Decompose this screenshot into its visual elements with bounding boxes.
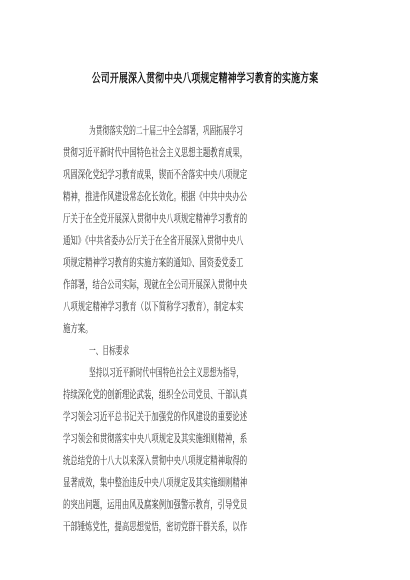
paragraph-line: 为贯彻落实党的二十届三中全会部署，巩固拓展学习 xyxy=(89,125,243,137)
section-heading: 一、目标要求 xyxy=(89,345,130,357)
paragraph-line: 厅关于在全党开展深入贯彻中央八项规定精神学习教育的 xyxy=(63,213,248,225)
paragraph-line: 学习领会习近平总书记关于加强党的作风建设的重要论述 xyxy=(63,411,248,423)
paragraph-line: 项规定精神学习教育的实施方案的通知》、国资委党委工 xyxy=(63,257,244,269)
paragraph-line: 干部锤炼党性，提高思想觉悟，密切党群干群关系，以作 xyxy=(63,521,248,533)
paragraph-line: 坚持以习近平新时代中国特色社会主义思想为指导， xyxy=(89,367,243,379)
paragraph-line: 持续深化党的创新理论武装，组织全公司党员、干部认真 xyxy=(63,389,248,401)
paragraph-line: 学习领会和贯彻落实中央八项规定及其实施细则精神，系 xyxy=(63,433,248,445)
paragraph-line: 精神，推进作风建设常态化长效化。根据《中共中央办公 xyxy=(63,191,248,203)
paragraph-line: 巩固深化党纪学习教育成果，锲而不舍落实中央八项规定 xyxy=(63,169,248,181)
paragraph-line: 通知》《中共省委办公厅关于在全省开展深入贯彻中央八 xyxy=(63,235,244,247)
paragraph-line: 的突出问题，运用由风及腐案例加强警示教育，引导党员 xyxy=(63,499,248,511)
paragraph-line: 显著成效，集中整治违反中央八项规定及其实施细则精神 xyxy=(63,477,248,489)
paragraph-line: 八项规定精神学习教育（以下简称学习教育），制定本实 xyxy=(63,301,244,313)
paragraph-line: 作部署，结合公司实际，现就在全公司开展深入贯彻中央 xyxy=(63,279,248,291)
paragraph-line: 统总结党的十八大以来深入贯彻中央八项规定精神取得的 xyxy=(63,455,248,467)
paragraph-line: 施方案。 xyxy=(63,323,93,335)
paragraph-line: 贯彻习近平新时代中国特色社会主义思想主题教育成果， xyxy=(63,147,248,159)
document-title: 公司开展深入贯彻中央八项规定精神学习教育的实施方案 xyxy=(91,71,319,85)
